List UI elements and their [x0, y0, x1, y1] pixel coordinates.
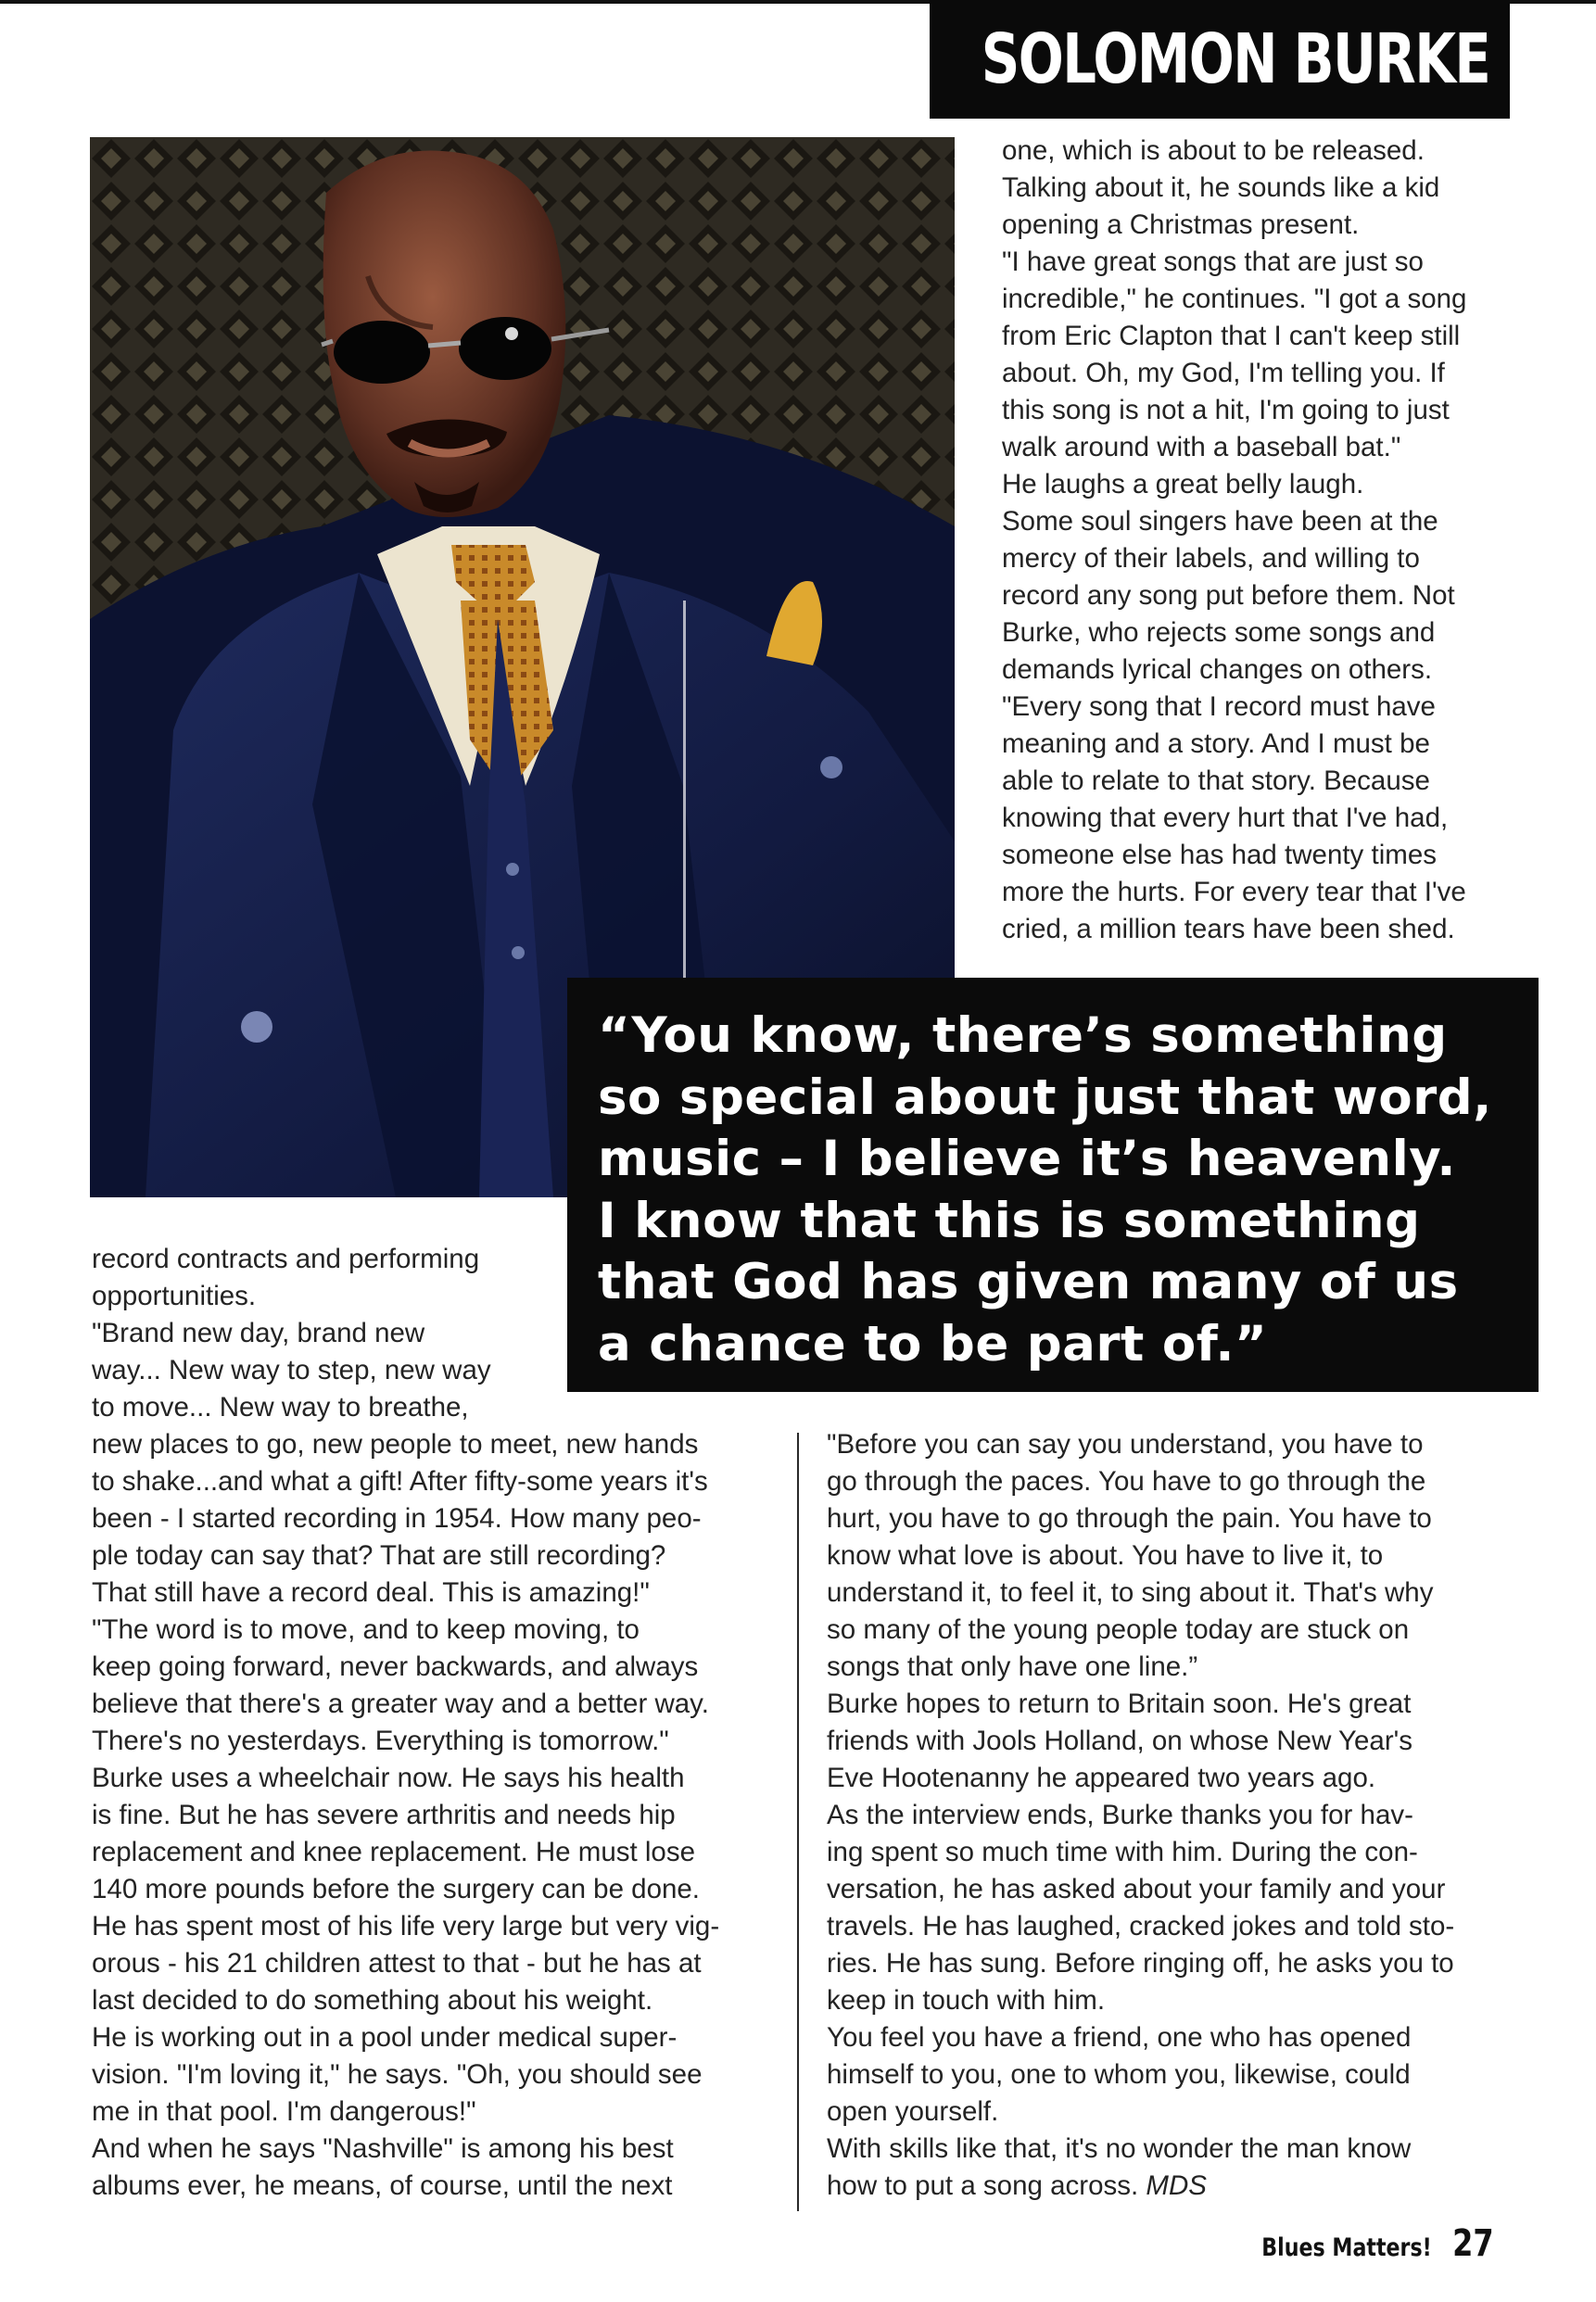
magazine-name: Blues Matters!: [1260, 2233, 1432, 2262]
body-text-right-bottom-content: "Before you can say you understand, you have to go through the paces. You have to go through the hurt, you have to go through the pain. You have to know what love is about. You have to live it, to understand it, to feel it, to sing about it. That's why so many of the young people today are stuck on songs that only have one line.” Burke hopes to return to Britain soon. He's great friends with Jools Holland, on whose New Year's Eve Hootenanny he appeared two years ago. As the interview ends, Burke thanks you for hav- ing spent so much time with him. During the con- versation, he has asked about your family and your travels. He has laughed, cracked jokes and told sto- ries. He has sung. Before ringing off, he asks you to keep in touch with him. You feel you have a friend, one who has opened himself to you, one to whom you, likewise, could open yourself. With skills like that, it's no wonder the man know how to put a song across.: [827, 1429, 1455, 2201]
pull-quote-box: [567, 978, 1539, 1392]
column-divider: [797, 1433, 799, 2211]
page-number: 27: [1452, 2222, 1494, 2265]
body-text-left-lower: new places to go, new people to meet, new hands to shake...and what a gift! After fifty-some years it's been - I started recording in 1954. How many peo- ple today can say that? That are still recording? That still have a record deal. This is amazing!" "The word is to move, and to keep moving, to keep going forward, never backwards, and always believe that there's a greater way and a better way. There's no yesterdays. Everything is tomorrow." Burke uses a wheelchair now. He says his health is fine. But he has severe arthritis and needs hip replacement and knee replacement. He must lose 140 more pounds before the surgery can be done. He has spent most of his life very large but very vig- orous - his 21 children attest to that - but he has at last decided to do something about his weight. He is working out in a pool under medical super- vision. "I'm loving it," he says. "Oh, you should see me in that pool. I'm dangerous!" And when he says "Nashville" is among his best albums ever, he means, of course, until the next: [92, 1429, 720, 2201]
right-column-bottom: [827, 1426, 1517, 2205]
page-footer: [1224, 2222, 1494, 2265]
author-signature: MDS: [1146, 2170, 1207, 2201]
left-column-lower: [92, 1426, 778, 2205]
pull-quote: “You know, there’s something so special about just that word, music – I believe it’s heavenly. I know that this is something that God has given many of us a chance to be part of.”: [598, 1007, 1492, 1372]
header-bar: [930, 0, 1510, 119]
left-column-upper: [92, 1241, 555, 1426]
article-title: SOLOMON BURKE: [981, 19, 1489, 99]
body-text-right-top: one, which is about to be released. Talking about it, he sounds like a kid opening a Christmas present. "I have great songs that are just so incredible," he continues. "I got a song from Eric Clapton that I can't keep still about. Oh, my God, I'm telling you. If this song is not a hit, I'm going to just walk around with a baseball bat." He laughs a great belly laugh. Some soul singers have been at the mercy of their labels, and willing to record any song put before them. Not Burke, who rejects some songs and demands lyrical changes on others. "Every song that I record must have meaning and a story. And I must be able to relate to that story. Because knowing that every hurt that I've had, someone else has had twenty times more the hurts. For every tear that I've cried, a million tears have been shed.: [1002, 135, 1467, 944]
right-column-top: [1002, 133, 1521, 948]
body-text-right-bottom: [827, 1426, 1517, 2205]
body-text-left-upper: record contracts and performing opportunities. "Brand new day, brand new way... New way to step, new way to move... New way to breathe,: [92, 1244, 491, 1423]
